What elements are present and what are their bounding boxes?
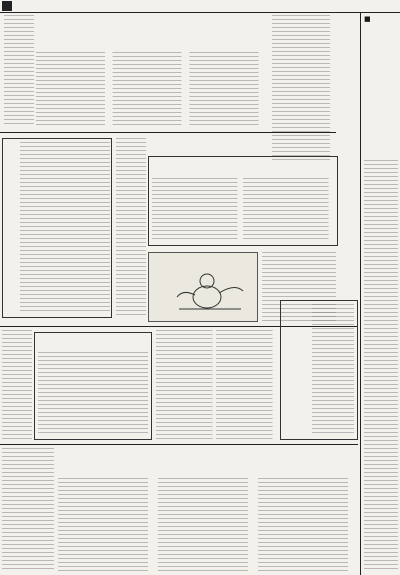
text-column — [38, 352, 148, 436]
header-rule — [0, 12, 400, 13]
text-column — [4, 15, 34, 125]
page-header — [0, 0, 400, 12]
text-columns — [156, 330, 276, 440]
text-columns — [152, 178, 334, 242]
text-column — [312, 304, 354, 436]
page-number — [2, 1, 12, 11]
divider — [0, 444, 358, 445]
text-column — [364, 160, 398, 570]
text-column — [116, 138, 146, 318]
column-divider — [360, 12, 361, 575]
far-right-label: ■ — [364, 15, 371, 23]
text-columns — [58, 478, 358, 572]
text-column — [20, 142, 110, 314]
divider — [0, 132, 336, 133]
text-column — [272, 15, 330, 160]
cartoon-drawing — [149, 253, 257, 321]
cartoon-illustration — [148, 252, 258, 322]
text-column — [2, 330, 32, 440]
text-column — [2, 448, 54, 570]
text-columns — [36, 52, 266, 126]
